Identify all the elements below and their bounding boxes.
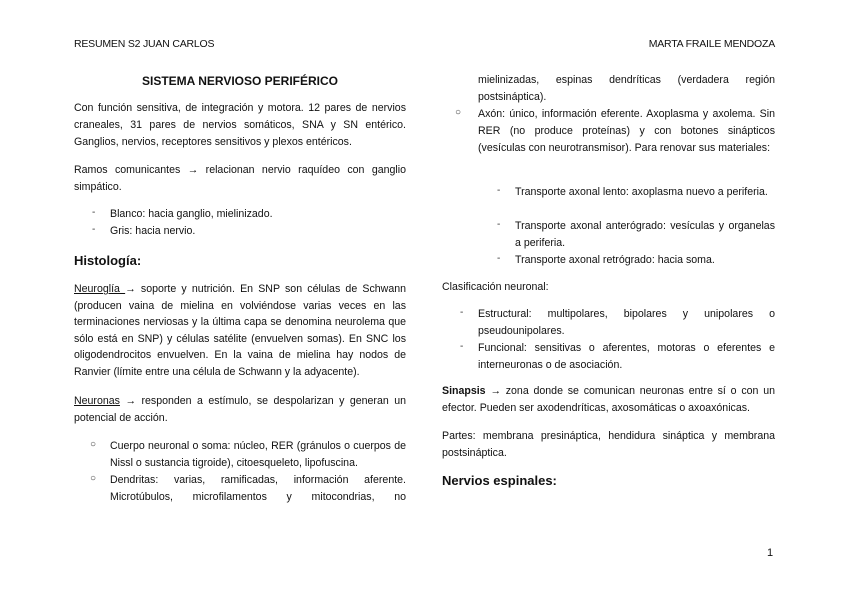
dash-bullet: - (460, 341, 464, 352)
list-item: Transporte axonal retrógrado: hacia soma. (515, 254, 715, 266)
dash-bullet: - (497, 219, 501, 230)
neuronas-term: Neuronas (74, 395, 120, 407)
sinapsis-term: Sinapsis (442, 385, 486, 397)
circle-bullet: ○ (90, 439, 97, 450)
ramos-paragraph: Ramos comunicantes → relacionan nervio raquídeo con ganglio simpático. (74, 164, 406, 193)
intro-paragraph: Con función sensitiva, de integración y motora. 12 pares de nervios craneales, 31 pares de nervios somáticos, SNA y SN entérico. Ganglios, nervios, receptores sensitivos y plexos entéricos. (74, 102, 406, 148)
neuronas-paragraph (74, 393, 406, 427)
circle-bullet: ○ (90, 473, 97, 484)
list-item: Funcional: sensitivas o aferentes, motoras o eferentes e interneuronas o de asociación. (478, 342, 775, 371)
dash-bullet: - (460, 307, 464, 318)
list-item: Transporte axonal lento: axoplasma nuevo a periferia. (515, 186, 768, 198)
clasificacion-label: Clasificación neuronal: (442, 281, 549, 293)
page-title: SISTEMA NERVIOSO PERIFÉRICO (141, 74, 339, 88)
dash-bullet: - (497, 253, 501, 264)
list-item: Cuerpo neuronal o soma: núcleo, RER (gránulos o cuerpos de Nissl o sustancia tigroide), citoesqueleto, lipofuscina. (110, 440, 406, 469)
axon-item: Axón: único, información eferente. Axoplasma y axolema. Sin RER (no produce proteínas) y con botones sinápticos (vesículas con neurotransmisor). Para renovar sus materiales: (478, 108, 775, 154)
header-right: MARTA FRAILE MENDOZA (648, 38, 775, 50)
dash-bullet: - (92, 224, 96, 235)
dendritas-continuation: mielinizadas, espinas dendríticas (verdadera región postsináptica). (478, 74, 775, 103)
histologia-heading: Histología: (74, 253, 142, 268)
neuroglia-paragraph (74, 281, 406, 381)
page-number: 1 (767, 547, 774, 559)
list-item: Transporte axonal anterógrado: vesículas y organelas a periferia. (515, 220, 775, 249)
nervios-espinales-heading: Nervios espinales: (442, 473, 557, 488)
list-item: Gris: hacia nervio. (110, 225, 196, 237)
sinapsis-paragraph (442, 383, 775, 417)
dash-bullet: - (497, 185, 501, 196)
neuroglia-term: Neuroglía (74, 283, 126, 295)
partes-paragraph: Partes: membrana presináptica, hendidura sináptica y membrana postsináptica. (442, 430, 775, 459)
circle-bullet: ○ (455, 107, 462, 118)
header-left: RESUMEN S2 JUAN CARLOS (74, 38, 215, 50)
neuronas-text: → responden a estímulo, se despolarizan y generan un potencial de acción. (74, 395, 406, 424)
list-item: Dendritas: varias, ramificadas, información aferente. Microtúbulos, microfilamentos y mitocondrias, no (110, 474, 406, 503)
dash-bullet: - (92, 207, 96, 218)
list-item: Estructural: multipolares, bipolares y unipolares o pseudounipolares. (478, 308, 775, 337)
list-item: Blanco: hacia ganglio, mielinizado. (110, 208, 273, 220)
neuroglia-text: → soporte y nutrición. En SNP son células de Schwann (producen vaina de mielina en volviéndose varias veces en las terminaciones nerviosas y la última capa se denomina neurolema que sólo está en SNP) y células satélite (envuelven somas). En SNC los oligodendrocitos envuelven. En la vaina de mielina hay nodos de Ranvier (límite entre una célula de Schwann y la adyacente). (74, 283, 406, 378)
sinapsis-text: → zona donde se comunican neuronas entre sí o con un efector. Pueden ser axodendríticas, axosomáticas o axoaxónicas. (442, 385, 775, 414)
